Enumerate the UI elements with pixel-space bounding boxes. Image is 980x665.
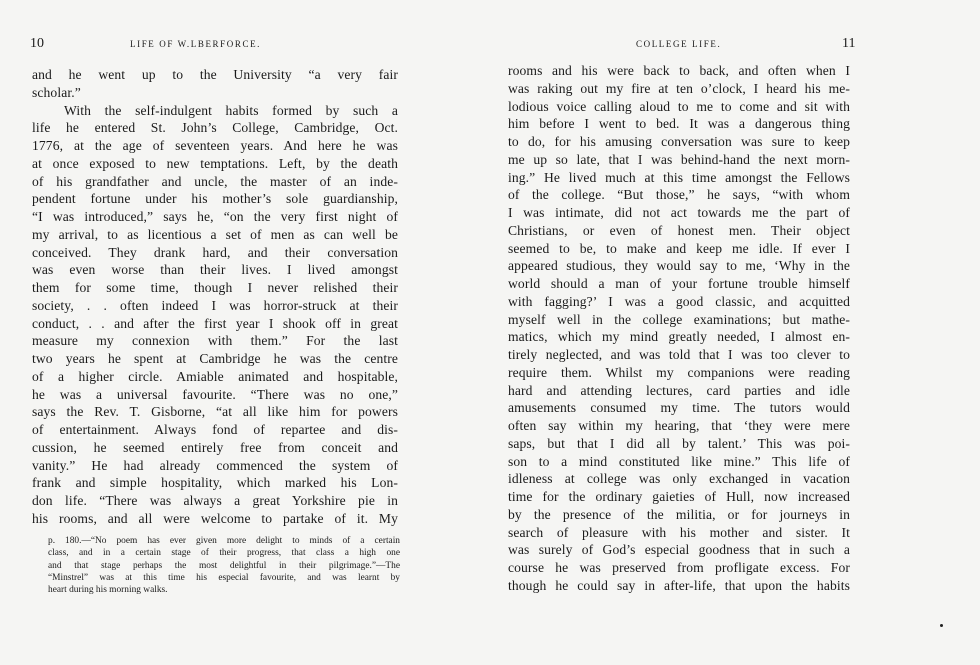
text-line: With the self-indulgent habits formed by such a — [64, 102, 398, 118]
left-running-title: LIFE OF W.LBERFORCE. — [130, 39, 262, 49]
text-line: search of pleasure with his mother and sister. It — [508, 524, 850, 540]
text-line: and that stage perhaps the most delightful in their pilgrimage.”—The — [48, 560, 400, 571]
text-line: scholar.” — [32, 84, 81, 100]
text-line: idleness at college was only exchanged in vacation — [508, 471, 850, 487]
text-line: ing.” He lived much at this time amongst the Fellows — [508, 169, 850, 185]
text-line: was surely of God’s especial goodness that in such a — [508, 542, 850, 558]
text-line: he was a universal favourite. “There was no one,” — [32, 386, 398, 402]
text-line: his rooms, and all were welcome to partake of it. My — [32, 510, 398, 526]
text-line: tirely neglected, and was told that I was too clever to — [508, 347, 850, 362]
text-line: son to a mind constituted like mine.” This life of — [508, 453, 850, 469]
text-line: my arrival, to as licentious a set of men as can well be — [32, 226, 398, 242]
text-line: of his grandfather and uncle, the master of an inde- — [32, 173, 398, 189]
text-line: often say within my hearing, that ‘they were mere — [508, 418, 850, 433]
text-line: though he could say in after-life, that upon the habits — [508, 577, 850, 593]
text-line: by the presence of the militia, or for journeys in — [508, 506, 850, 522]
right-page — [490, 0, 980, 665]
text-line: of the college. “But those,” he says, “with whom — [508, 187, 850, 203]
text-line: “I was introduced,” says he, “on the very first night of — [32, 209, 398, 224]
text-line: frank and simple hospitality, which marked his Lon- — [32, 475, 398, 491]
text-line: and he went up to the University “a very fair — [32, 67, 398, 82]
text-line: measure my connexion with them.” For the last — [32, 333, 398, 349]
text-line: him before I went to bed. It was a dangerous thing — [508, 116, 850, 132]
right-body-text — [508, 62, 850, 595]
text-line: vanity.” He had already commenced the system of — [32, 457, 398, 473]
text-line: amusements consumed my time. The tutors would — [508, 400, 850, 416]
right-page-number: 11 — [842, 36, 856, 51]
text-line: lodious voice calling aloud to me to come and sit with — [508, 98, 850, 114]
text-line: them for some time, though I never relished their — [32, 280, 398, 295]
text-line: don life. “There was always a great Yorkshire pie in — [32, 493, 398, 508]
text-line: with fagging?’ I was a good classic, and acquitted — [508, 293, 850, 309]
text-line: seemed to be, to make and keep me idle. If ever I — [508, 240, 850, 256]
text-line: myself well in the college examinations; but mathe- — [508, 311, 850, 327]
text-line: appeared studious, they would say to me, ‘Why in the — [508, 258, 850, 274]
text-line: class, and in a certain stage of their progress, that class a high one — [48, 548, 400, 559]
text-line: Christians, or even of honest men. Their object — [508, 222, 850, 238]
text-line: life he entered St. John’s College, Cambridge, Oct. — [32, 120, 398, 136]
text-line: two years he spent at Cambridge he was the centre — [32, 351, 398, 366]
text-line: saps, but that I did all by talent.’ This was poi- — [508, 435, 850, 451]
page-speck-mark — [940, 624, 943, 627]
left-body-text — [32, 66, 398, 528]
text-line: p. 180.—“No poem has ever given more delight to minds of a certain — [48, 536, 400, 546]
right-running-head — [490, 36, 980, 54]
text-line: conduct, . . and after the first year I shook off in great — [32, 315, 398, 331]
text-line: time for the ordinary gaieties of Hull, now increased — [508, 489, 850, 504]
footnote — [48, 535, 400, 596]
right-running-title: COLLEGE LIFE. — [636, 39, 722, 49]
text-line: says the Rev. T. Gisborne, “at all like him for powers — [32, 404, 398, 420]
text-line: require them. Whilst my companions were reading — [508, 364, 850, 380]
text-line: course he was preserved from profligate excess. For — [508, 560, 850, 575]
text-line: hard and attending lectures, card parties and idle — [508, 382, 850, 398]
text-line: “Minstrel” was at this time his especial favourite, and was learnt by — [48, 572, 400, 583]
text-line: world should a man of your fortune trouble himself — [508, 276, 850, 291]
text-line: heart during his morning walks. — [48, 585, 168, 596]
text-line: I was intimate, did not act towards me the part of — [508, 205, 850, 220]
text-line: of entertainment. Always fond of repartee and dis- — [32, 422, 398, 437]
text-line: me up so late, that I was behind-hand the next morn- — [508, 151, 850, 167]
left-running-head — [0, 36, 490, 54]
text-line: matics, which my mind greatly needed, I almost en- — [508, 329, 850, 345]
text-line: at once exposed to new temptations. Left, by the death — [32, 155, 398, 171]
text-line: rooms and his were back to back, and often when I — [508, 63, 850, 78]
text-line: was even worse than their lives. I lived amongst — [32, 262, 398, 278]
text-line: cussion, he seemed entirely free from conceit and — [32, 439, 398, 455]
text-line: pendent fortune under his mother’s sole guardianship, — [32, 191, 398, 207]
text-line: to do, for his amusing conversation was sure to keep — [508, 134, 850, 149]
text-line: 1776, at the age of seventeen years. And here he was — [32, 138, 398, 153]
text-line: society, . . often indeed I was horror-struck at their — [32, 297, 398, 313]
text-line: of a higher circle. Amiable animated and hospitable, — [32, 368, 398, 384]
left-page-number: 10 — [30, 36, 44, 51]
text-line: conceived. They drank hard, and their conversation — [32, 244, 398, 260]
text-line: was raking out my fire at ten o’clock, I heard his me- — [508, 80, 850, 96]
